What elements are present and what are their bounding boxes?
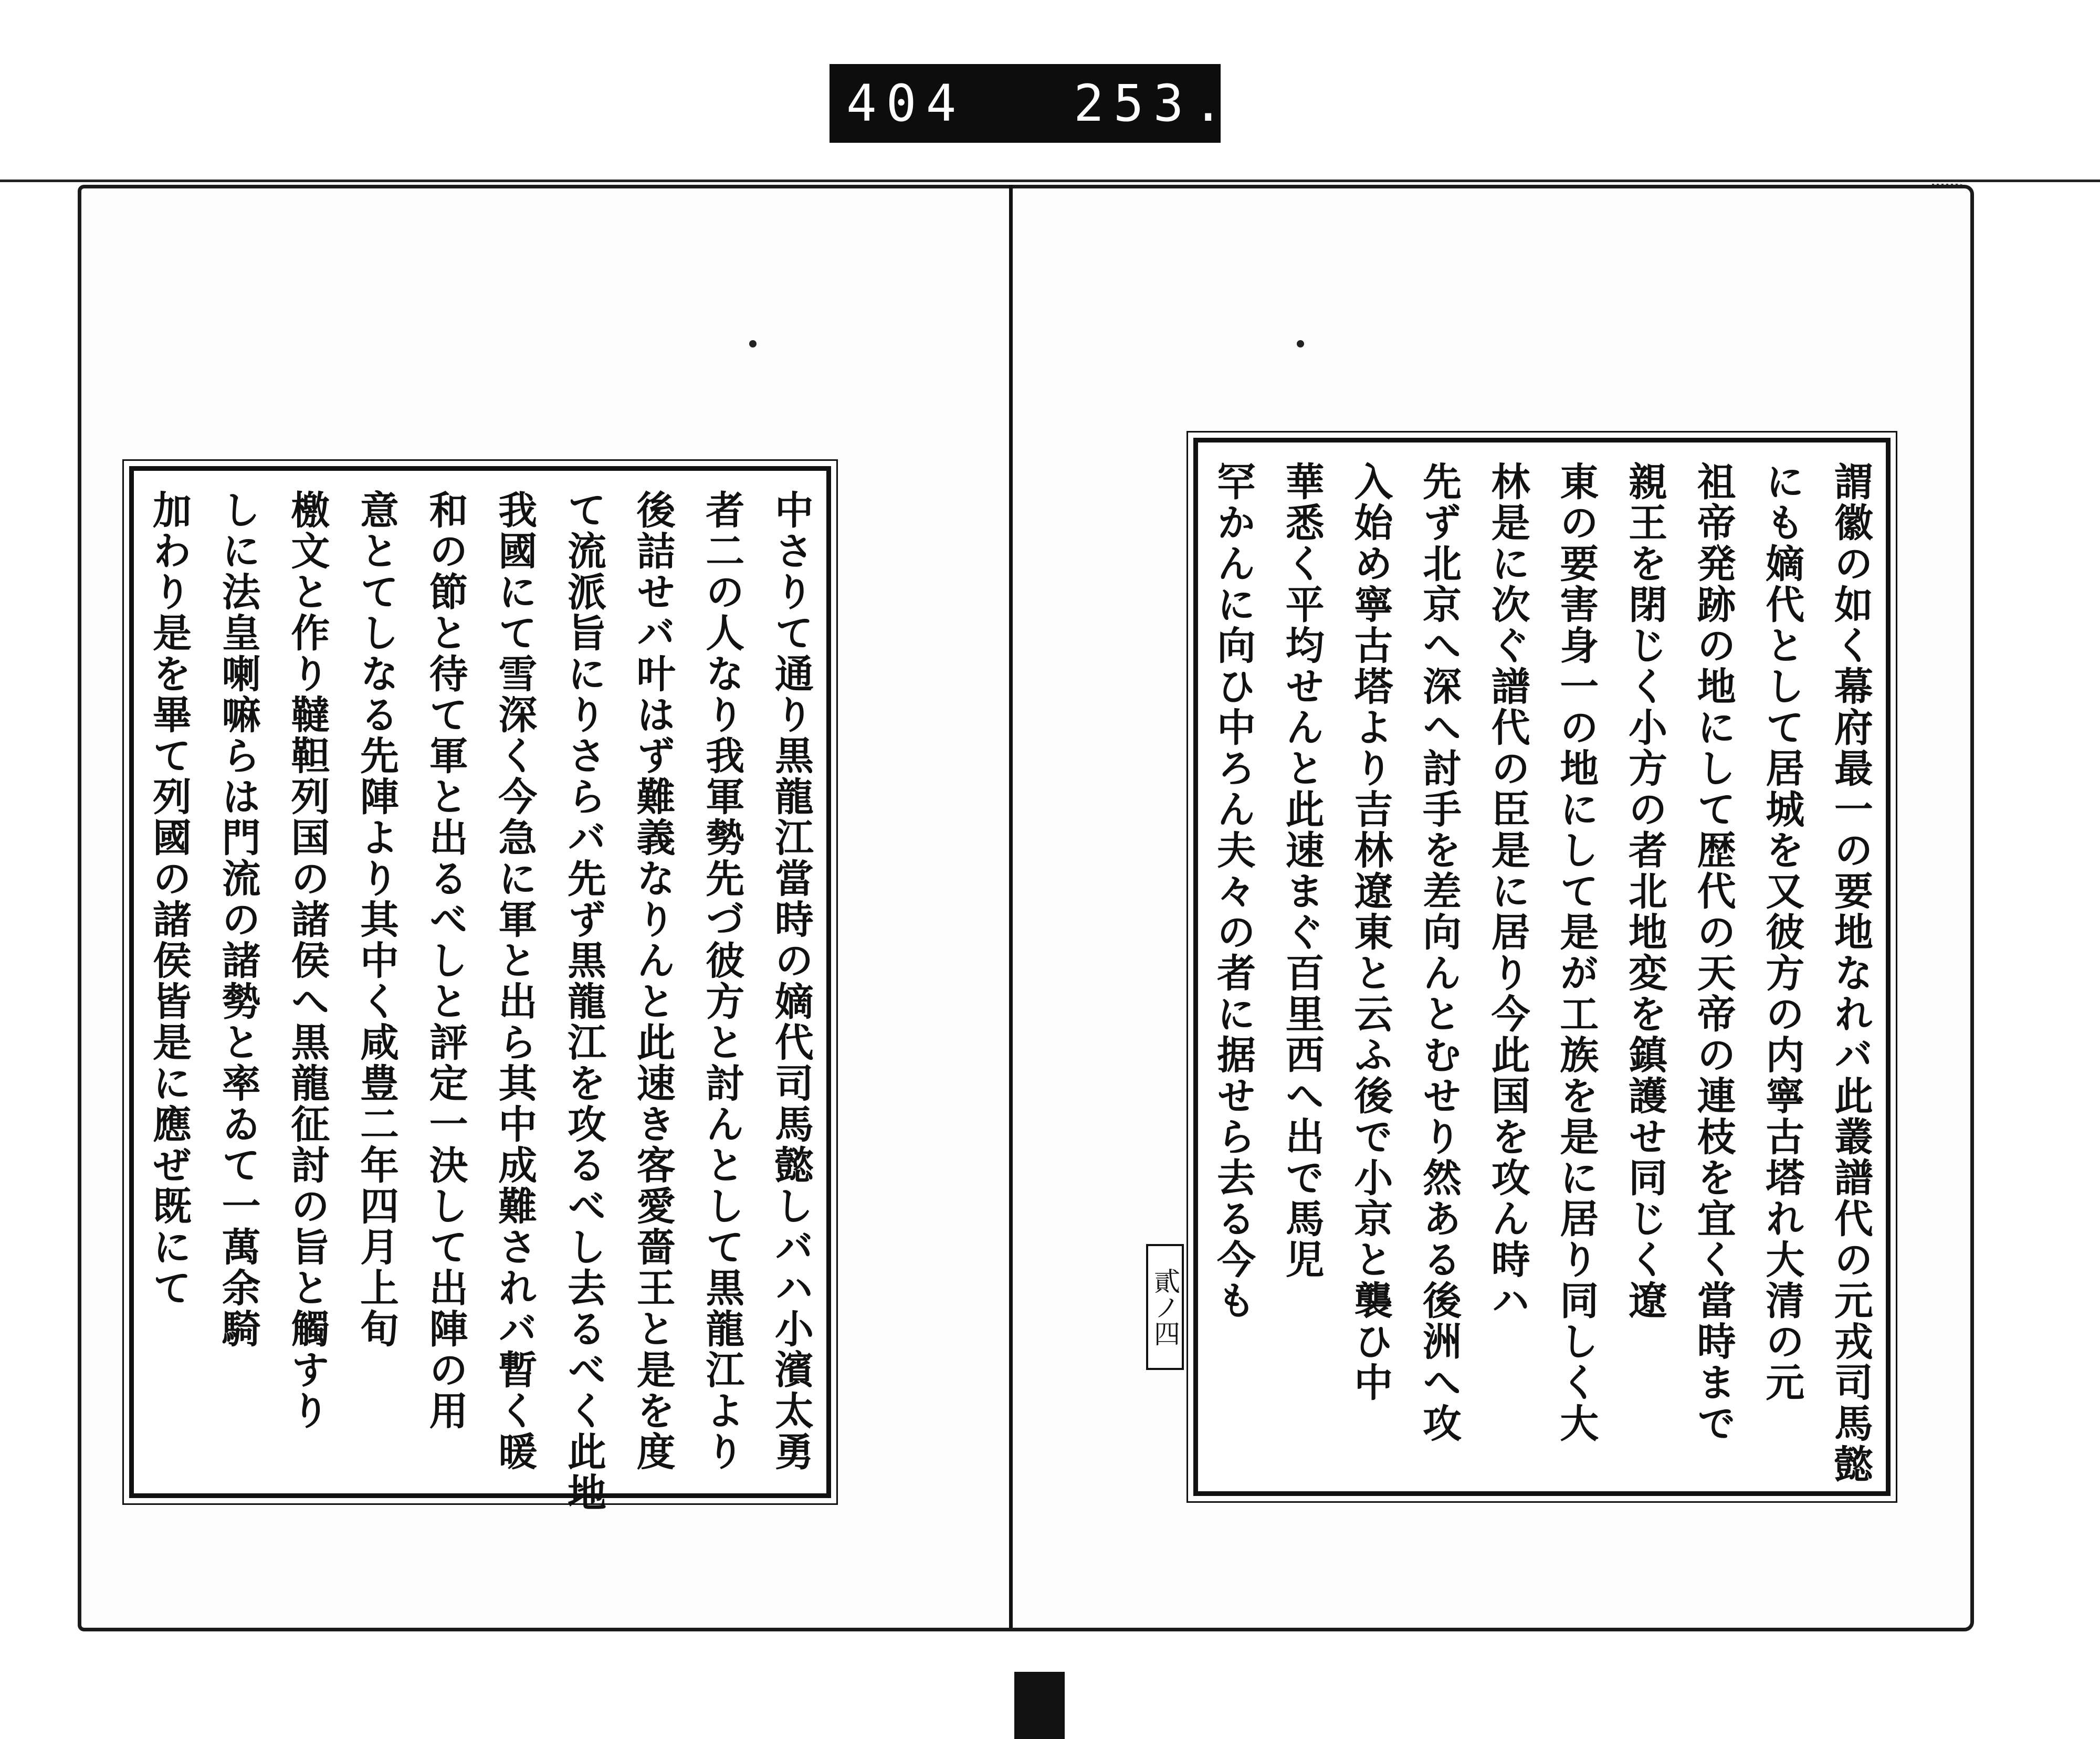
scan-top-rule — [0, 180, 2100, 182]
text-column: 謂徽の如く幕府最一の要地なれバ此叢譜代の元戎司馬懿 — [1828, 461, 1873, 1485]
film-frame-number: 253. — [1074, 74, 1233, 133]
right-page-text-block — [1193, 438, 1891, 1496]
text-column: 罕かんに向ひ中ろん夫々の者に据せら去る今も — [1211, 461, 1256, 1321]
text-column: 東の要害身一の地にして是が工族を是に居り同しく大 — [1553, 461, 1599, 1444]
text-column: 檄文と作り韃靼列国の諸侯へ黒龍征討の旨と觸すり — [285, 490, 330, 1431]
text-column: 我國にて雪深く今急に軍と出ら其中成難されバ暫く暖 — [492, 490, 538, 1472]
book-spine — [1009, 185, 1013, 1628]
text-column: にも嫡代として居城を又彼方の内寧古塔れ大清の元 — [1759, 461, 1805, 1403]
ink-speck — [1297, 340, 1304, 347]
text-column: 後詰せバ叶はず難義なりんと此速き客愛嗇王と是を度 — [630, 490, 676, 1472]
text-column: 和の節と待て軍と出るべしと評定一決して出陣の用 — [423, 490, 468, 1431]
text-column: 華悉く平均せんと此速まぐ百里西へ出で馬児 — [1279, 461, 1325, 1280]
text-column: 意とてしなる先陣より其中く咸豊二年四月上旬 — [353, 490, 399, 1350]
right-page-columns — [1211, 461, 1873, 1485]
left-page-text-block — [129, 466, 831, 1513]
text-column: 祖帝発跡の地にして歴代の天帝の連枝を宜く當時まで — [1690, 461, 1736, 1444]
text-column: 先ず北京へ深へ討手を差向んとむせり然ある後洲へ攻 — [1416, 461, 1462, 1444]
text-column: て流派旨にりさらバ先ず黒龍江を攻るべし去るべく此地 — [561, 490, 606, 1513]
text-column: 加わり是を畢て列國の諸侯皆是に應ぜ既にて — [146, 490, 192, 1309]
left-page-columns — [146, 490, 814, 1513]
text-column: 中さりて通り黒龍江當時の嫡代司馬懿しバハ小濱太勇 — [768, 490, 814, 1472]
film-reel-number: 404 — [846, 74, 966, 133]
binding-tab — [1014, 1672, 1065, 1739]
text-column: 入始め寧古塔より吉林遼東と云ふ後で小京と襲ひ中 — [1348, 461, 1393, 1403]
text-column: 者二の人なり我軍勢先づ彼方と討んとして黒龍江より — [699, 490, 745, 1472]
text-column: 林是に次ぐ譜代の臣是に居り今此国を攻ん時ハ — [1485, 461, 1530, 1321]
text-column: 親王を閉じく小方の者北地変を鎮護せ同じく遼 — [1622, 461, 1667, 1321]
page-number-label: 貳ノ四 — [1146, 1244, 1184, 1370]
film-frame-label — [830, 64, 1233, 143]
text-column: しに法皇喇嘛らは門流の諸勢と率ゐて一萬余騎 — [215, 490, 261, 1350]
ink-speck — [749, 340, 757, 347]
